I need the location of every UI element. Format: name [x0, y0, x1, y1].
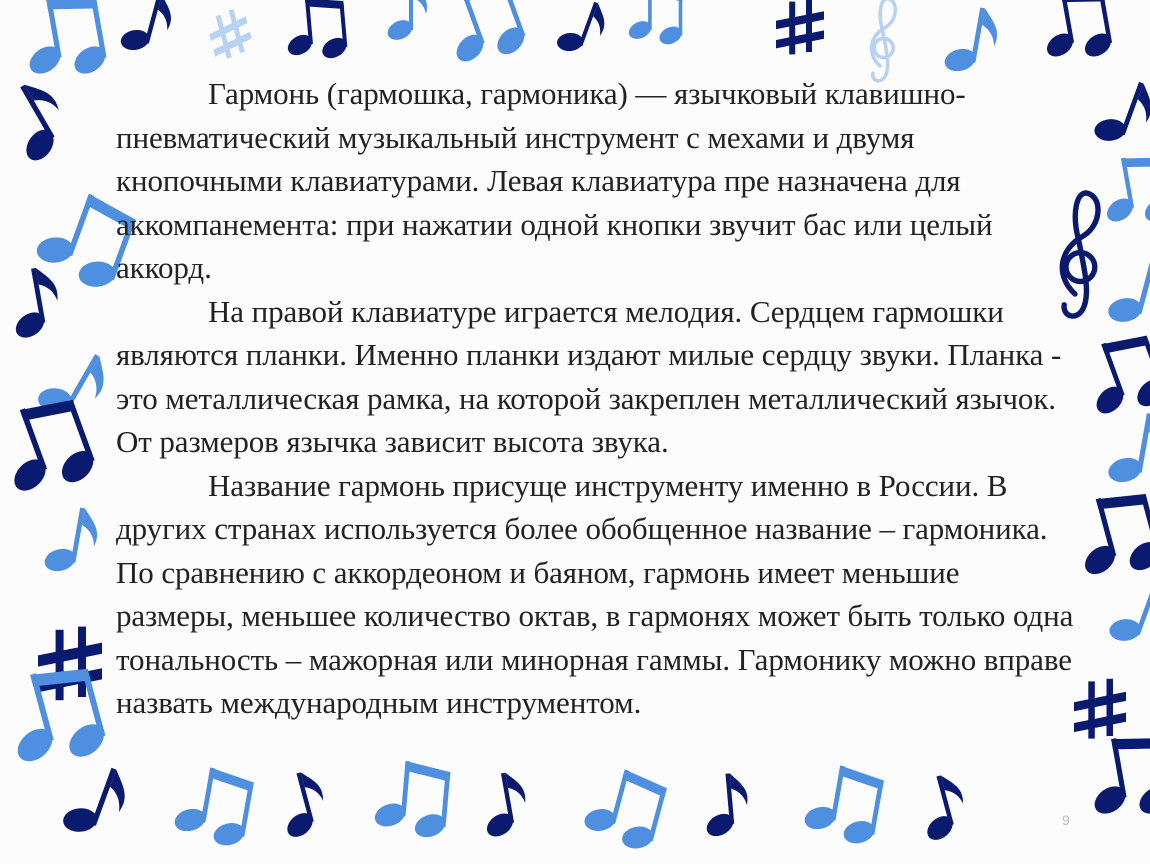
music-note-icon: [2, 265, 65, 344]
music-note-icon: [1094, 151, 1150, 235]
music-note-icon: [15, 0, 113, 89]
music-note-icon: [0, 391, 105, 509]
music-note-icon: [0, 76, 79, 171]
sharp-sign-icon: [776, 0, 824, 54]
music-note-icon: [384, 0, 427, 44]
music-note-icon: [1101, 247, 1150, 336]
music-note-icon: [280, 0, 351, 66]
music-note-icon: [1102, 408, 1150, 494]
treble-clef-icon: [872, 0, 896, 81]
music-note-icon: [1080, 730, 1150, 829]
music-note-icon: [1087, 72, 1150, 157]
text-panel: [116, 72, 1076, 802]
sharp-sign-icon: [204, 7, 255, 62]
music-note-icon: [939, 2, 1002, 81]
music-note-icon: [551, 0, 611, 64]
page-number: 9: [1062, 812, 1070, 828]
paragraph-1: Гармонь (гармошка, гармоника) — язычковый клавишно-пневматический музыкальный инструмент с мехами и двумя кнопочными клавиатурами. Левая клавиатура пре назначена для аккомпанемента: при нажатии одной кнопки звучит бас или целый аккорд.: [116, 76, 993, 285]
music-note-icon: [115, 0, 177, 62]
music-note-icon: [1065, 486, 1150, 590]
paragraph-3: Название гармонь присуще инструменту именно в России. В других странах используется более обобщенное название – гармоника. По сравнению с аккордеоном и баяном, гармонь имеет меньшие размеры, меньшее количество октав, в гармонях может быть только одна тональность – мажорная или минорная гаммы. Гармонику можно вправе назвать международным инструментом.: [116, 467, 1074, 720]
music-note-icon: [29, 338, 116, 433]
music-note-icon: [626, 0, 685, 48]
sharp-sign-icon: [1074, 679, 1126, 739]
music-note-icon: [1034, 0, 1117, 69]
music-note-icon: [1102, 572, 1150, 657]
music-note-icon: [1074, 328, 1150, 429]
paragraph-2: На правой клавиатуре играется мелодия. Сердцем гармошки являются планки. Именно планки издают милые сердцу звуки. Планка - это металлическая рамка, на которой закреплен металлический язычок. От размеров язычка зависит высота звука.: [116, 293, 1062, 459]
music-note-icon: [434, 0, 534, 77]
music-note-icon: [39, 502, 102, 581]
